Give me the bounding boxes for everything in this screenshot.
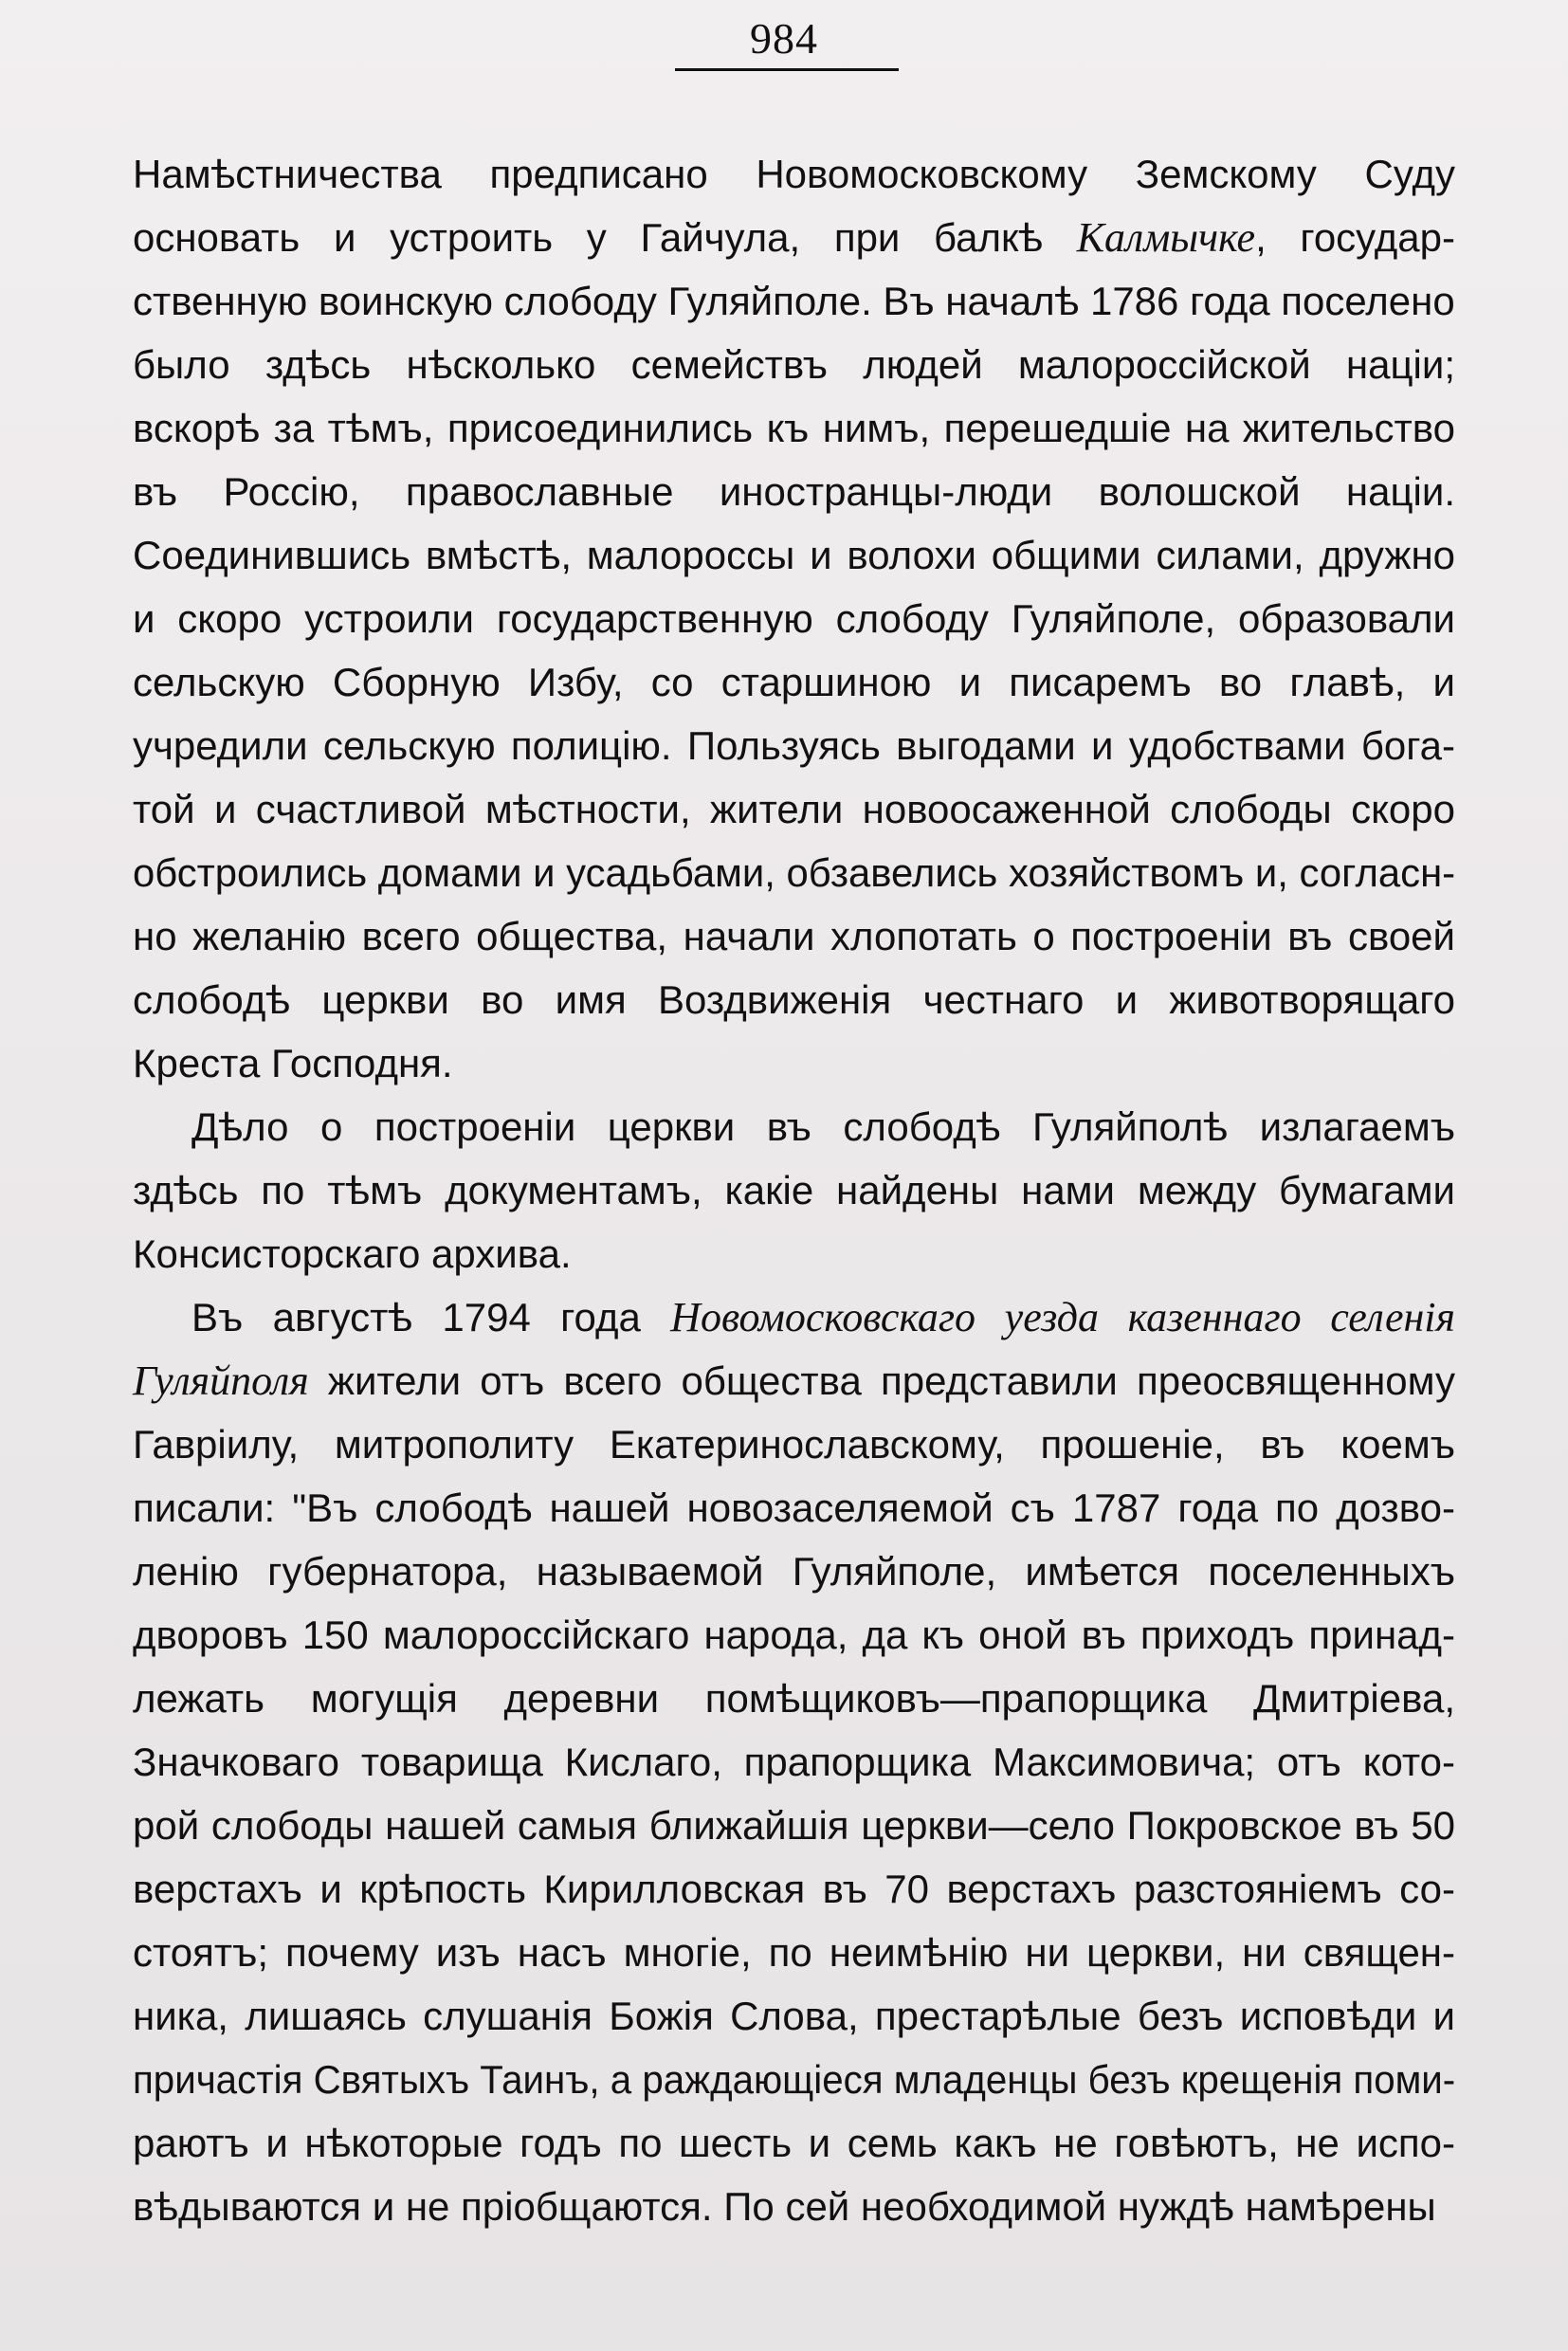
text-line	[133, 904, 1455, 968]
text-run: вскорѣ за тѣмъ, присоединились къ нимъ, перешедшіе на жительство	[133, 406, 1455, 450]
paragraph	[133, 1285, 1455, 2238]
text-run: обстроились домами и усадьбами, обзавелись хозяйствомъ и, согласн-	[133, 850, 1456, 895]
text-run: , государ-	[1255, 215, 1455, 260]
text-line	[133, 1476, 1455, 1540]
text-run: Дѣло о построеніи церкви въ слободѣ Гуляйполѣ излагаемъ	[191, 1104, 1455, 1149]
text-line	[133, 2048, 1455, 2111]
text-run: въ Россію, православные иностранцы-люди волошской націи.	[133, 469, 1455, 514]
text-line	[133, 2175, 1455, 2238]
italic-text-run: Новомосковскаго уезда казеннаго селенія	[670, 1294, 1455, 1340]
text-run: Консисторскаго архива.	[133, 1231, 572, 1276]
italic-text-run: Гуляйполя	[133, 1358, 309, 1404]
text-run: той и счастливой мѣстности, жители новоосаженной слободы скоро	[133, 787, 1455, 831]
text-line	[133, 1412, 1455, 1476]
text-run: стоятъ; почему изъ насъ многіе, по неимѣнію ни церкви, ни священ-	[133, 1930, 1455, 1975]
text-run: дворовъ 150 малороссійскаго народа, да къ оной въ приходъ принад-	[133, 1613, 1455, 1657]
text-run: ленію губернатора, называемой Гуляйполе, имѣется поселенныхъ	[133, 1549, 1455, 1594]
text-run: лежать могущія деревни помѣщиковъ—прапорщика Дмитріева,	[133, 1676, 1455, 1721]
text-line	[133, 777, 1455, 841]
paragraph	[133, 142, 1455, 1095]
text-line	[133, 1857, 1455, 1921]
text-run: слободѣ церкви во имя Воздвиженія честнаго и животворящаго	[133, 977, 1455, 1022]
text-line	[133, 1540, 1455, 1603]
text-line	[133, 1095, 1455, 1158]
text-line	[133, 333, 1455, 396]
text-line	[133, 1349, 1455, 1412]
italic-text-run: Калмычке	[1076, 214, 1256, 261]
text-run: Значковаго товарища Кислаго, прапорщика Максимовича; отъ кото-	[133, 1740, 1455, 1784]
text-run: Гавріилу, митрополиту Екатеринославскому, прошеніе, въ коемъ	[133, 1422, 1455, 1467]
text-line	[133, 1158, 1455, 1222]
text-line	[133, 396, 1455, 460]
body-text	[133, 142, 1455, 2238]
text-line	[133, 460, 1455, 523]
page-number: 984	[750, 14, 818, 63]
text-line	[133, 1031, 1455, 1095]
text-line	[133, 650, 1455, 714]
text-run: Въ августѣ 1794 года	[191, 1295, 671, 1340]
text-run: писали: "Въ слободѣ нашей новозаселяемой съ 1787 года по дозво-	[133, 1485, 1455, 1530]
text-run: Намѣстничества предписано Новомосковскому Земскому Суду	[133, 152, 1455, 196]
text-line	[133, 587, 1455, 650]
text-line	[133, 1222, 1455, 1285]
text-run: но желанію всего общества, начали хлопотать о построеніи въ своей	[133, 914, 1455, 958]
text-line	[133, 269, 1455, 333]
text-line	[133, 968, 1455, 1031]
text-run: рой слободы нашей самыя ближайшія церкви—село Покровское въ 50	[133, 1803, 1455, 1848]
text-run: было здѣсь нѣсколько семействъ людей малороссійской націи;	[133, 342, 1455, 387]
text-line	[133, 1794, 1455, 1857]
text-line	[133, 206, 1455, 269]
text-run: ника, лишаясь слушанія Божія Слова, престарѣлые безъ исповѣди и	[133, 1994, 1455, 2038]
text-line	[133, 1730, 1455, 1794]
text-run: и скоро устроили государственную слободу Гуляйполе, образовали	[133, 596, 1455, 641]
text-run: здѣсь по тѣмъ документамъ, какіе найдены нами между бумагами	[133, 1168, 1455, 1212]
text-line	[133, 1984, 1455, 2048]
text-line	[133, 1921, 1455, 1984]
text-run: основать и устроить у Гайчула, при балкѣ	[133, 215, 1077, 260]
text-run: сельскую Сборную Избу, со старшиною и писаремъ во главѣ, и	[133, 660, 1455, 704]
text-run: верстахъ и крѣпость Кирилловская въ 70 верстахъ разстояніемъ со-	[133, 1867, 1455, 1911]
text-run: вѣдываются и не пріобщаются. По сей необходимой нуждѣ намѣрены	[133, 2184, 1436, 2229]
text-line	[133, 523, 1455, 587]
text-run: учредили сельскую полицію. Пользуясь выгодами и удобствами бога-	[133, 723, 1455, 768]
paragraph	[133, 1095, 1455, 1285]
text-run: Соединившись вмѣстѣ, малороссы и волохи общими силами, дружно	[133, 533, 1455, 577]
text-line	[133, 1603, 1455, 1667]
text-line	[133, 1667, 1455, 1730]
text-line	[133, 2111, 1455, 2175]
text-run: раютъ и нѣкоторые годъ по шесть и семь какъ не говѣютъ, не испо-	[133, 2121, 1455, 2165]
text-line	[133, 142, 1455, 206]
text-line	[133, 1285, 1455, 1349]
text-run: жители отъ всего общества представили преосвященному	[308, 1358, 1455, 1403]
page-number-underline	[675, 68, 899, 71]
text-run: причастія Святыхъ Таинъ, а раждающіеся младенцы безъ крещенія поми-	[133, 2057, 1456, 2102]
text-run: ственную воинскую слободу Гуляйполе. Въ началѣ 1786 года поселено	[133, 279, 1455, 323]
text-line	[133, 841, 1455, 904]
text-line	[133, 714, 1455, 777]
text-run: Креста Господня.	[133, 1041, 453, 1085]
